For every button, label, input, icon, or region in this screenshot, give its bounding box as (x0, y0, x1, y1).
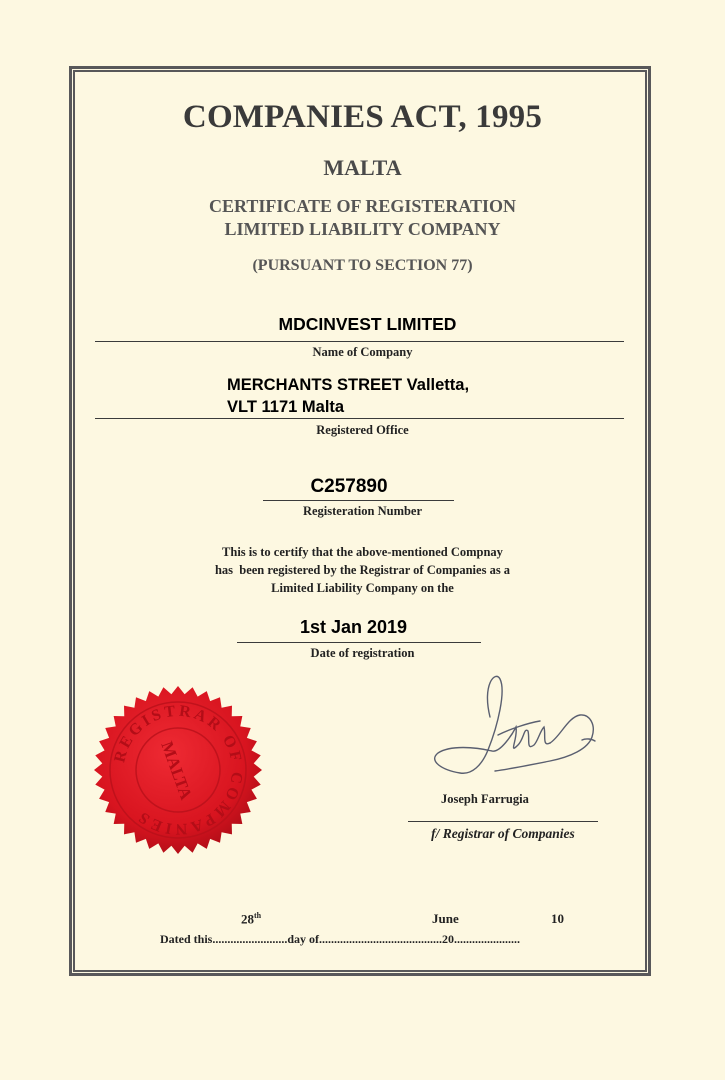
certification-line2: has been registered by the Registrar of Companies as a (214, 563, 511, 577)
dated-day-suffix: th (254, 911, 262, 920)
registration-date-label: Date of registration (310, 646, 415, 660)
registration-date-line (237, 642, 481, 643)
registration-date-value: 1st Jan 2019 (299, 617, 408, 637)
registrar-name: Joseph Farrugia (441, 792, 529, 806)
registrar-title: f/ Registrar of Companies (431, 826, 575, 841)
company-name-line (95, 341, 624, 342)
registered-office-line1: MERCHANTS STREET Valletta, (227, 376, 470, 394)
dated-day (241, 911, 261, 927)
registered-office-label: Registered Office (316, 423, 409, 437)
company-name-value: MDCINVEST LIMITED (278, 314, 457, 334)
certification-line1: This is to certify that the above-mentioned Compnay (222, 545, 503, 559)
certificate-title-line2: LIMITED LIABILITY COMPANY (224, 219, 501, 239)
seal-center-text: MALTA (157, 738, 196, 803)
dated-line: Dated this.........................day of.........................................20...................... (160, 932, 521, 946)
registered-office-line2: VLT 1171 Malta (227, 398, 345, 416)
country-title: MALTA (323, 155, 402, 180)
certification-text (0, 543, 725, 597)
dated-year: 10 (551, 911, 564, 926)
dated-month: June (432, 911, 459, 926)
signature-line (408, 821, 598, 822)
red-wax-seal (88, 680, 268, 860)
certificate-title (0, 195, 725, 241)
act-title: COMPANIES ACT, 1995 (182, 99, 543, 135)
certification-line3: Limited Liability Company on the (271, 581, 454, 595)
company-name-label: Name of Company (312, 345, 413, 359)
registrar-signature (420, 665, 610, 795)
pursuant-note: (PURSUANT TO SECTION 77) (252, 257, 473, 274)
registration-number-label: Registeration Number (302, 504, 423, 518)
registered-office-value (227, 374, 469, 418)
certificate-title-line1: CERTIFICATE OF REGISTERATION (208, 196, 517, 216)
registered-office-line (95, 418, 624, 419)
seal-ring-text: REGISTRAR OF COMPANIES (111, 702, 246, 838)
dated-day-number: 28 (241, 911, 254, 927)
registration-number-line (263, 500, 454, 501)
registration-number-value: C257890 (310, 476, 388, 497)
